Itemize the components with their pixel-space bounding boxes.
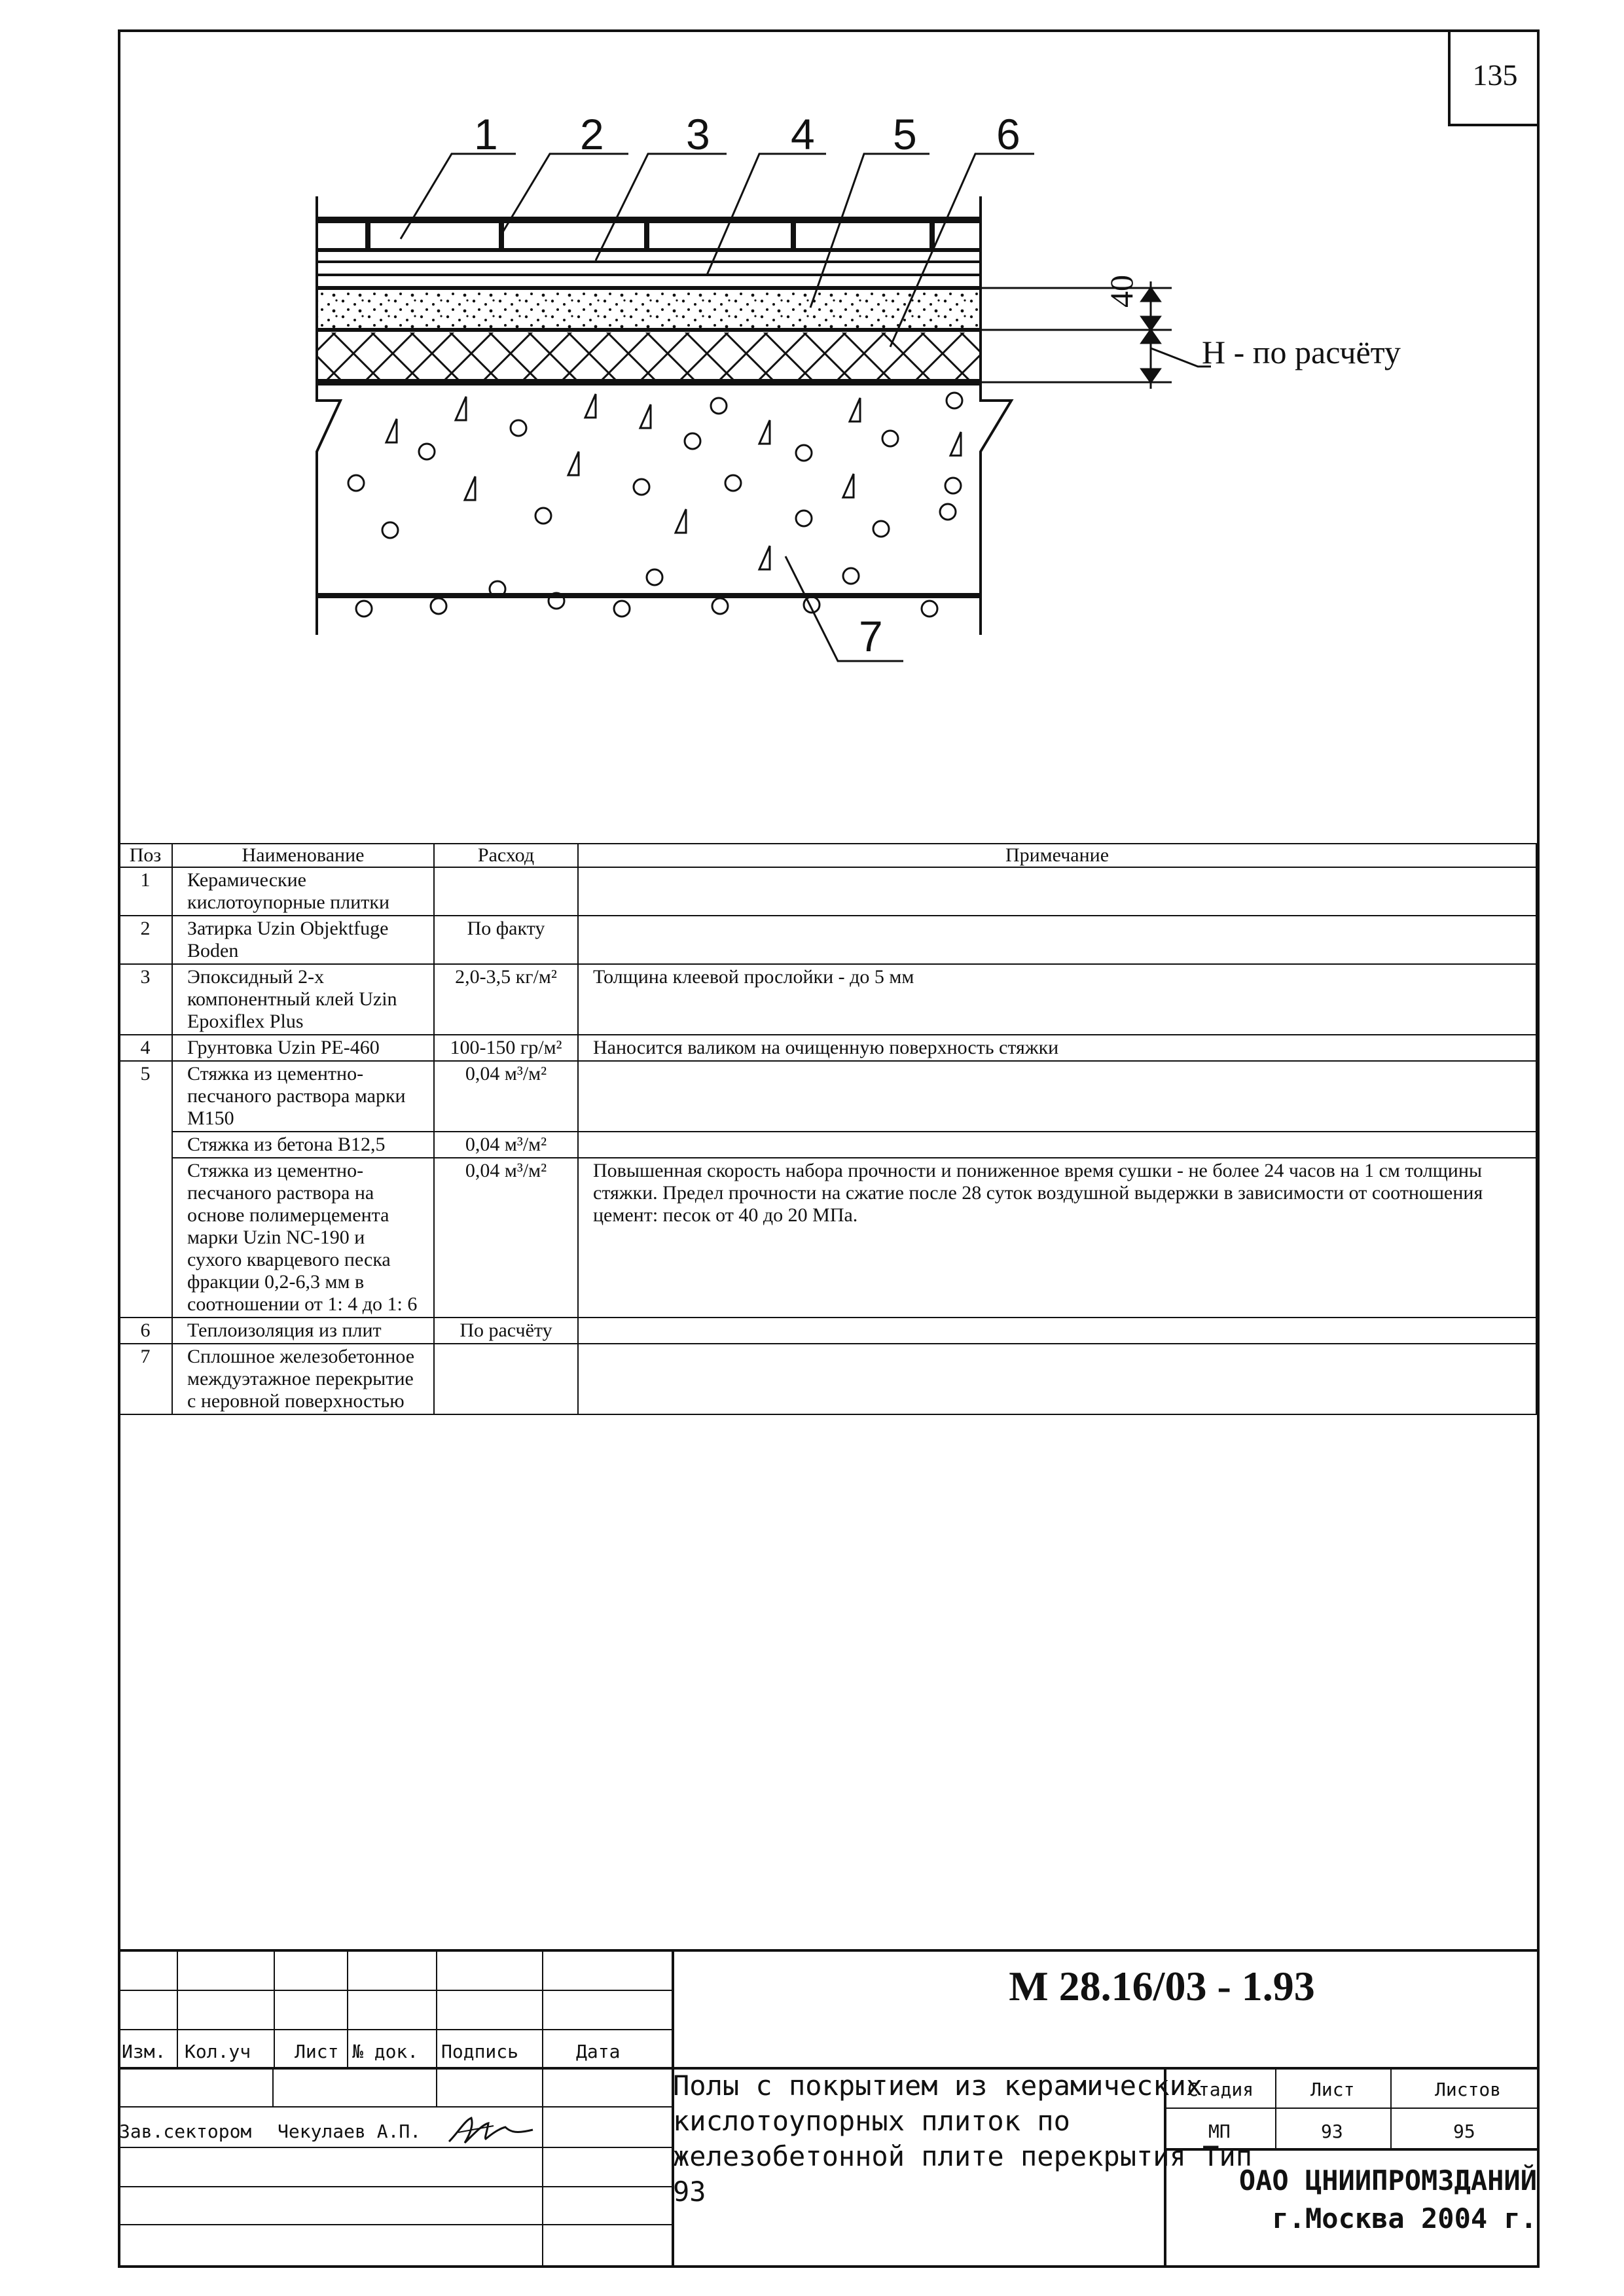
sheet-value: 93 bbox=[1321, 2121, 1343, 2142]
row-name: Теплоизоляция из плит bbox=[172, 1318, 434, 1344]
specification-table bbox=[118, 843, 1537, 1415]
organization-city: г.Москва 2004 г. bbox=[1272, 2202, 1537, 2234]
row-consumption: 0,04 м³/м² bbox=[434, 1132, 578, 1158]
row-consumption bbox=[434, 1344, 578, 1414]
tile-layer bbox=[317, 220, 981, 250]
stage-label: Стадия bbox=[1187, 2079, 1254, 2100]
row-name: Стяжка из бетона В12,5 bbox=[172, 1132, 434, 1158]
callout-5: 5 bbox=[893, 110, 917, 158]
row-note bbox=[578, 1318, 1536, 1344]
row-consumption: По факту bbox=[434, 916, 578, 964]
stage-value: МП bbox=[1208, 2121, 1231, 2142]
document-code: М 28.16/03 - 1.93 bbox=[1009, 1963, 1315, 2009]
row-note bbox=[578, 1061, 1536, 1132]
col-list-label: Лист bbox=[295, 2041, 339, 2062]
col-doc-label: № док. bbox=[352, 2041, 419, 2062]
role-label: Зав.сектором bbox=[119, 2121, 252, 2142]
header-note: Примечание bbox=[578, 844, 1536, 867]
table-row bbox=[118, 1035, 1536, 1061]
floor-section-drawing bbox=[0, 0, 1624, 720]
callout-4: 4 bbox=[791, 110, 815, 158]
table-row bbox=[118, 1158, 1536, 1318]
table-row bbox=[118, 964, 1536, 1035]
insulation-layer bbox=[317, 332, 981, 382]
dimension-40: 40 bbox=[1103, 275, 1140, 308]
header-name: Наименование bbox=[172, 844, 434, 867]
row-note bbox=[578, 1344, 1536, 1414]
callout-1: 1 bbox=[474, 110, 498, 158]
row-consumption bbox=[434, 867, 578, 916]
table-row bbox=[118, 1061, 1536, 1132]
header-consumption: Расход bbox=[434, 844, 578, 867]
sheets-label: Листов bbox=[1435, 2079, 1502, 2100]
table-row bbox=[118, 916, 1536, 964]
title-block bbox=[118, 1949, 1540, 2268]
table-header-row bbox=[118, 844, 1536, 867]
row-consumption: 100-150 гр/м² bbox=[434, 1035, 578, 1061]
table-row bbox=[118, 1132, 1536, 1158]
row-consumption: 0,04 м³/м² bbox=[434, 1061, 578, 1132]
callout-3: 3 bbox=[686, 110, 710, 158]
table-row bbox=[118, 1318, 1536, 1344]
row-note bbox=[578, 916, 1536, 964]
row-consumption: 0,04 м³/м² bbox=[434, 1158, 578, 1318]
signature bbox=[445, 2106, 537, 2152]
row-pos: 2 bbox=[118, 916, 172, 964]
callout-2: 2 bbox=[580, 110, 604, 158]
row-name: Эпоксидный 2-х компонентный клей Uzin Epoxiflex Plus bbox=[172, 964, 434, 1035]
row-pos: 4 bbox=[118, 1035, 172, 1061]
row-pos: 5 bbox=[118, 1061, 172, 1318]
organization bbox=[1164, 2162, 1537, 2238]
col-izm-label: Изм. bbox=[122, 2041, 166, 2062]
dimension-lines bbox=[981, 281, 1211, 389]
row-note bbox=[578, 1132, 1536, 1158]
row-name: Стяжка из цементно-песчаного раствора марки М150 bbox=[172, 1061, 434, 1132]
row-name: Затирка Uzin Objektfuge Boden bbox=[172, 916, 434, 964]
col-date-label: Дата bbox=[576, 2041, 621, 2062]
callout-7: 7 bbox=[859, 612, 883, 660]
sheet-label: Лист bbox=[1310, 2079, 1355, 2100]
row-note: Повышенная скорость набора прочности и пониженное время сушки - не более 24 часов на 1 см толщины стяжки. Предел прочности на сжатие после 28 суток воздушной выдержки в зависимости от соотношения цемент: песок от 40 до 20 МПа. bbox=[578, 1158, 1536, 1318]
row-name: Керамические кислотоупорные плитки bbox=[172, 867, 434, 916]
screed-layer bbox=[317, 289, 981, 330]
person-name: Чекулаев А.П. bbox=[278, 2121, 422, 2142]
row-consumption: По расчёту bbox=[434, 1318, 578, 1344]
row-pos: 6 bbox=[118, 1318, 172, 1344]
document-title: Полы с покрытием из керамических кислотоупорных плиток по железобетонной плите перекрытия Тип 93 bbox=[673, 2070, 1253, 2208]
row-name: Стяжка из цементно-песчаного раствора на основе полимерцемента марки Uzin NC-190 и сухого кварцевого песка фракции 0,2-6,3 мм в соотношении от 1: 4 до 1: 6 bbox=[172, 1158, 434, 1318]
row-note: Толщина клеевой прослойки - до 5 мм bbox=[578, 964, 1536, 1035]
table-row bbox=[118, 867, 1536, 916]
row-pos: 1 bbox=[118, 867, 172, 916]
header-pos: Поз bbox=[118, 844, 172, 867]
h-by-calculation-note: H - по расчёту bbox=[1202, 334, 1401, 370]
organization-name: ОАО ЦНИИПРОМЗДАНИЙ bbox=[1238, 2164, 1537, 2197]
row-note: Наносится валиком на очищенную поверхность стяжки bbox=[578, 1035, 1536, 1061]
row-pos: 3 bbox=[118, 964, 172, 1035]
row-consumption: 2,0-3,5 кг/м² bbox=[434, 964, 578, 1035]
col-kolich-label: Кол.уч bbox=[185, 2041, 251, 2062]
page-number: 135 bbox=[1448, 29, 1540, 126]
sheets-value: 95 bbox=[1453, 2121, 1475, 2142]
row-name: Сплошное железобетонное междуэтажное перекрытие с неровной поверхностью bbox=[172, 1344, 434, 1414]
callout-6: 6 bbox=[996, 110, 1020, 158]
row-note bbox=[578, 867, 1536, 916]
row-name: Грунтовка Uzin PE-460 bbox=[172, 1035, 434, 1061]
table-row bbox=[118, 1344, 1536, 1414]
col-sign-label: Подпись bbox=[441, 2041, 519, 2062]
concrete-slab bbox=[317, 386, 1011, 661]
row-pos: 7 bbox=[118, 1344, 172, 1414]
